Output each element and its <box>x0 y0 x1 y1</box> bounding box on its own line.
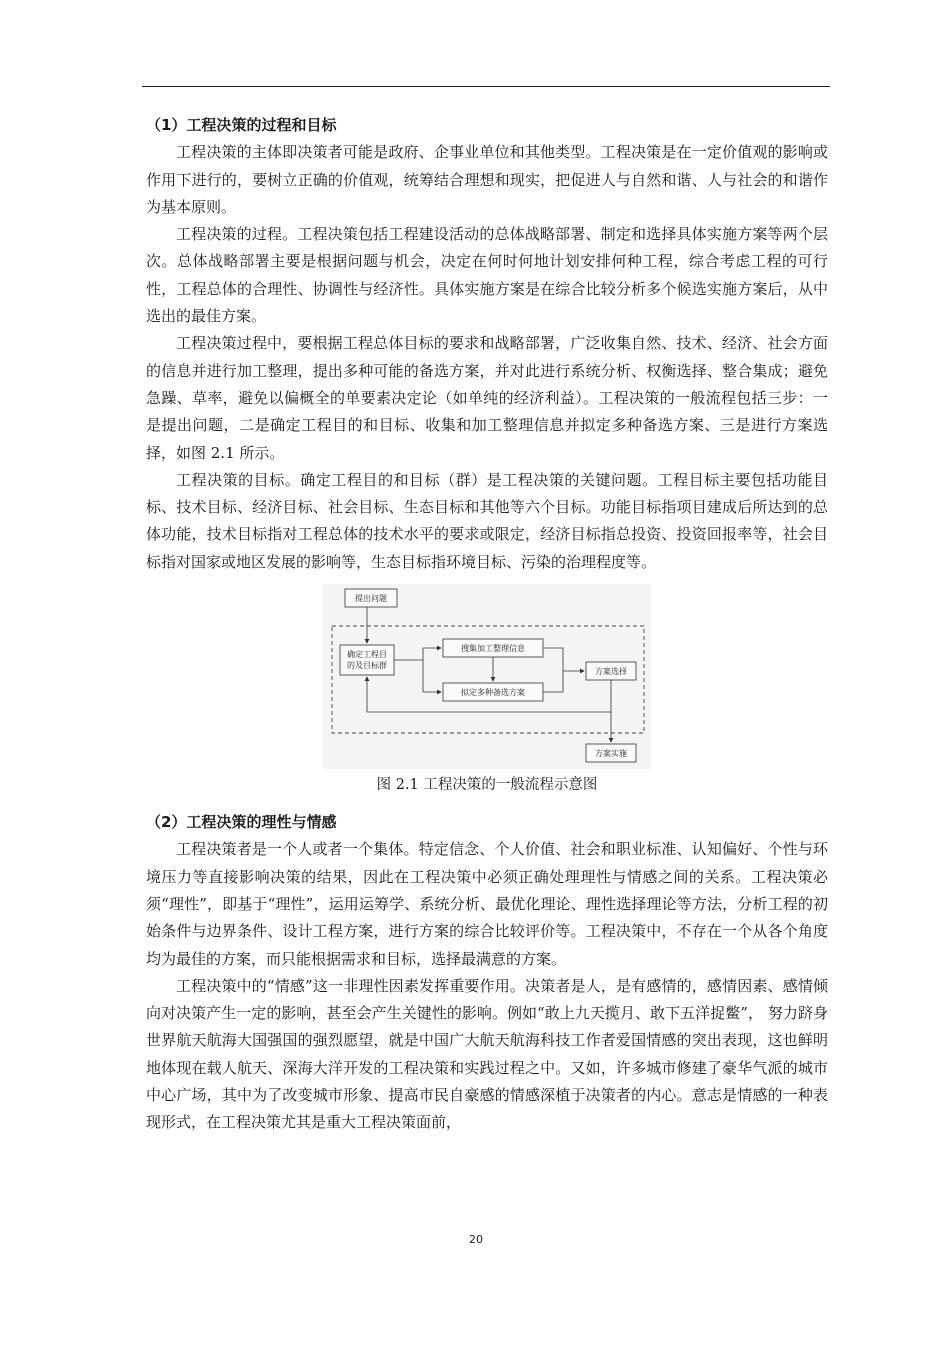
section-1-paragraph-4: 工程决策的目标。确定工程目的和目标（群）是工程决策的关键问题。工程目标主要包括功能目标、技术目标、经济目标、社会目标、生态目标和其他等六个目标。功能目标指项目建成后所达到的总体功能，技术目标指对工程总体的技术水平的要求或限定，经济目标指总投资、投资回报率等，社会目标指对国家或地区发展的影响等，生态目标指环境目标、污染的治理程度等。 <box>146 470 828 571</box>
section-1-paragraph-1: 工程决策的主体即决策者可能是政府、企事业单位和其他类型。工程决策是在一定价值观的影响或作用下进行的，要树立正确的价值观，统筹结合理想和现实，把促进人与自然和谐、人与社会的和谐作为基本原则。 <box>146 143 828 216</box>
flowchart-image <box>323 584 651 769</box>
section-2-paragraph-1: 工程决策者是一个人或者一个集体。特定信念、个人价值、社会和职业标准、认知偏好、个性与环境压力等直接影响决策的结果，因此在工程决策中必须正确处理理性与情感之间的关系。工程决策必须“理性”，即基于“理性”，运用运筹学、系统分析、最优化理论、理性选择理论等方法，分析工程的初始条件与边界条件、设计工程方案，进行方案的综合比较评价等。工程决策中，不存在一个从各个角度均为最佳的方案，而只能根据需求和目标，选择最满意的方案。 <box>146 840 828 968</box>
section-1-heading: （1）工程决策的过程和目标 <box>146 116 337 134</box>
box-draft-plans-label: 拟定多种备选方案 <box>461 688 525 698</box>
page-number: 20 <box>469 1233 483 1246</box>
box-raise-problem-label: 提出问题 <box>355 594 387 604</box>
section-1-paragraph-2: 工程决策的过程。工程决策包括工程建设活动的总体战略部署、制定和选择具体实施方案等两个层次。总体战略部署主要是根据问题与机会，决定在何时何地计划安排何种工程，综合考虑工程的可行性，工程总体的合理性、协调性与经济性。具体实施方案是在综合比较分析多个候选实施方案后，从中选出的最佳方案。 <box>146 225 828 326</box>
flowchart-diagram <box>323 584 651 769</box>
figure-caption: 图 2.1 工程决策的一般流程示意图 <box>376 777 598 794</box>
box-select-plan-label: 方案选择 <box>595 667 627 677</box>
section-2-heading: （2）工程决策的理性与情感 <box>146 813 337 832</box>
box-determine-goals-label-1: 确定工程目 <box>347 650 387 660</box>
box-implement-plan-label: 方案实施 <box>595 749 627 759</box>
section-2-paragraph-2: 工程决策中的“情感”这一非理性因素发挥重要作用。决策者是人，是有感情的，感情因素、感情倾向对决策产生一定的影响，甚至会产生关键性的影响。例如“敢上九天揽月、敢下五洋捉鳖”， 努力跻身世界航天航海大国强国的强烈愿望，就是中国广大航天航海科技工作者爱国情感的突出表现，这也鲜明地体现在载人航天、深海大洋开发的工程决策和实践过程之中。又如，许多城市修建了豪华气派的城市中心广场，其中为了改变城市形象、提高市民自豪感的情感深植于决策者的内心。意志是情感的一种表现形式，在工程决策尤其是重大工程决策面前， <box>146 976 828 1132</box>
section-1-paragraph-3: 工程决策过程中，要根据工程总体目标的要求和战略部署，广泛收集自然、技术、经济、社会方面的信息并进行加工整理，提出多种可能的备选方案，并对此进行系统分析、权衡选择、整合集成；避免急躁、草率，避免以偏概全的单要素决定论（如单纯的经济利益）。工程决策的一般流程包括三步：一是提出问题，二是确定工程目的和目标、收集和加工整理信息并拟定多种备选方案、三是进行方案选择，如图 2.1 所示。 <box>146 334 828 462</box>
header-rule <box>142 86 830 87</box>
page-content <box>146 112 828 1137</box>
figure-2-1 <box>146 584 828 797</box>
box-determine-goals-label-2: 的及目标群 <box>347 661 387 671</box>
box-collect-info-label: 搜集加工整理信息 <box>461 644 525 654</box>
